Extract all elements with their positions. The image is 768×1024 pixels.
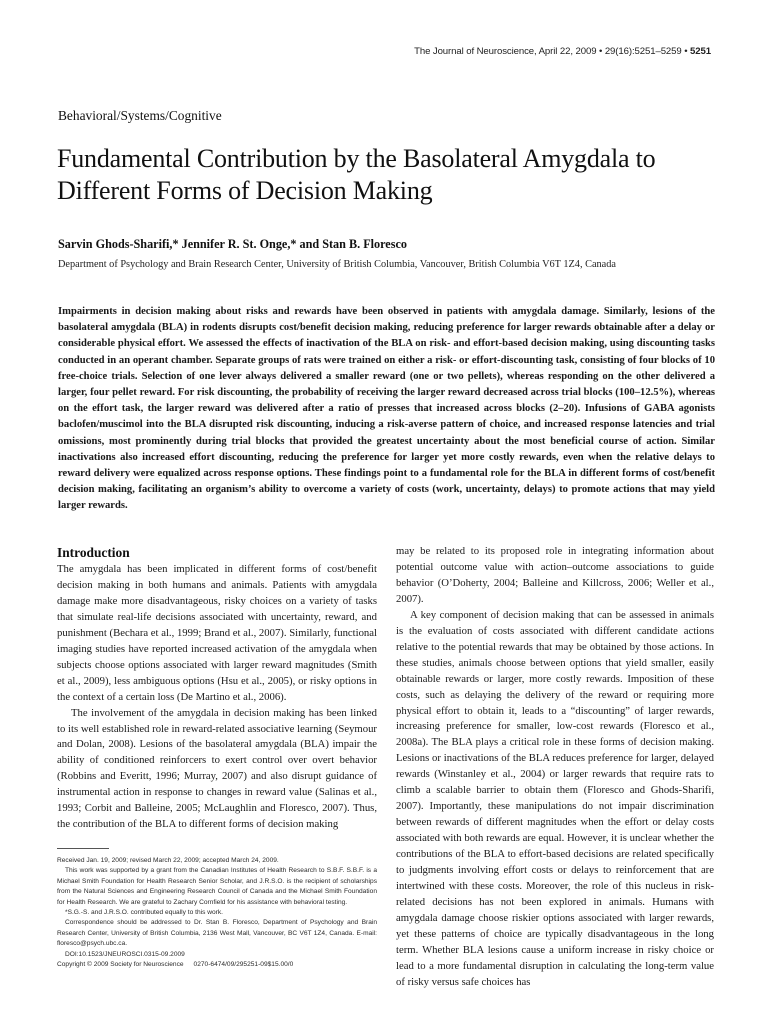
equal-contribution-note: *S.G.-S. and J.R.S.O. contributed equally to this work. [65,909,223,917]
intro-paragraph: may be related to its proposed role in integrating information about potential outcome value with action–outcome associations to guide behavior (O’Doherty, 2004; Balleine and Killcross, 2006; Weller et al., 2007). [396,545,714,605]
correspondence-note: Correspondence should be addressed to Dr. Stan B. Floresco, Department of Psychology and Brain Research Center, University of British Columbia, 2136 West Mall, Vancouver, BC V6T 1Z4, Canada. E-mail: floresco@psych.ubc.ca. [57,919,377,948]
footnote-divider [57,848,109,849]
issn-code: 0270-6474/09/295251-09$15.00/0 [193,961,294,969]
right-column [396,544,714,991]
abstract: Impairments in decision making about risks and rewards have been observed in patients with amygdala damage. Similarly, lesions of the basolateral amygdala (BLA) in rodents disrupts cost/benefit decision making, reducing preference for larger rewards obtainable after a delay or considerable physical effort. We assessed the effects of inactivation of the BLA on risk- and effort-based decision making, using discounting tasks conducted in an operant chamber. Separate groups of rats were trained on either a risk- or effort-discounting task, consisting of four blocks of 10 free-choice trials. Selection of one lever always delivered a smaller reward (one or two pellets), whereas responding on the other delivered a larger, four pellet reward. For risk discounting, the probability of receiving the larger reward decreased across trial blocks (100–12.5%), whereas on the effort task, the larger reward was delivered after a ratio of presses that increased across blocks (2–20). Infusions of GABA agonists baclofen/muscimol into the BLA disrupted risk discounting, inducing a risk-averse pattern of choice, and increased response latencies and trial omissions, most prominently during trial blocks that provided the greatest uncertainty about the most beneficial course of action. Similar inactivations also increased effort discounting, reducing the preference for larger yet more costly rewards, even when the relative delays to reward delivery were equalized across response options. These findings point to a fundamental role for the BLA in different forms of cost/benefit decision making, facilitating an organism’s ability to overcome a variety of costs (work, uncertainty, delays) to promote actions that may yield larger rewards. [58,306,715,512]
doi: DOI:10.1523/JNEUROSCI.0315-09.2009 [65,950,185,958]
introduction-heading: Introduction [57,545,130,560]
section-label: Behavioral/Systems/Cognitive [58,108,222,123]
author-list: Sarvin Ghods-Sharifi,* Jennifer R. St. Onge,* and Stan B. Floresco [58,237,407,251]
left-column [57,544,377,833]
page-number: 5251 [690,46,711,57]
running-head [414,46,711,57]
intro-paragraph: The involvement of the amygdala in decision making has been linked to its well established role in reward-related associative learning (Seymour and Dolan, 2008). Lesions of the basolateral amygdala (BLA) impair the ability of conditioned reinforcers to exert control over overt behavior (Robbins and Everitt, 1996; Murray, 2007) and also disrupt guidance of instrumental action in response to changes in reward value (Salinas et al., 1993; Corbit and Balleine, 2005; McLaughlin and Floresco, 2007). Thus, the contribution of the BLA to different forms of decision making [57,706,377,831]
intro-paragraph: The amygdala has been implicated in different forms of cost/benefit decision making in both humans and animals. Patients with amygdala damage make more disadvantageous, risky choices on a variety of tasks that simulate real-life decisions associated with uncertainty, reward, and punishment (Bechara et al., 1999; Brand et al., 2007). Similarly, functional imaging studies have reported increased activation of the amygdala when subjects choose options associated with larger reward magnitudes (Smith et al., 2009), less ambiguous options (Hsu et al., 2005), or risky options in the context of a certain loss (De Martino et al., 2006). [57,563,377,703]
funding-note: This work was supported by a grant from the Canadian Institutes of Health Research to S.B.F. S.B.F. is a Michael Smith Foundation for Health Research Senior Scholar, and J.R.S.O. is the recipient of scholarships from the Natural Sciences and Engineering Research Council of Canada and the Michael Smith Foundation for Health Research. We are grateful to Zachary Cornfield for his assistance with behavioral testing. [57,867,377,906]
author-affiliation: Department of Psychology and Brain Research Center, University of British Columbia, Vancouver, British Columbia V6T 1Z4, Canada [58,259,616,270]
article-title: Fundamental Contribution by the Basolateral Amygdala to Different Forms of Decision Making [57,144,656,205]
journal-citation: The Journal of Neuroscience, April 22, 2009 • 29(16):5251–5259 • [414,46,688,57]
copyright-notice: Copyright © 2009 Society for Neuroscience [57,961,184,969]
received-dates: Received Jan. 19, 2009; revised March 22, 2009; accepted March 24, 2009. [57,857,279,864]
intro-paragraph: A key component of decision making that can be assessed in animals is the evaluation of costs associated with different candidate actions relative to the potential rewards that may be obtained by those actions. In these studies, animals choose between options that yield smaller, easily obtainable rewards or larger, more costly rewards. Imposition of these costs, such as delaying the delivery of the reward or requiring more physical effort to obtain it, leads to a “discounting” of larger rewards, increasing preference for smaller, low-cost rewards (Floresco et al., 2008a). The BLA plays a critical role in these forms of decision making. Lesions or inactivations of the BLA reduces preference for larger, delayed rewards (Winstanley et al., 2004) or larger rewards that require rats to climb a scalable barrier to obtain them (Floresco and Ghods-Sharifi, 2007). Importantly, these manipulations do not impair discrimination between rewards of different magnitudes when the effort or delay costs associated with both rewards are equal. However, it is unclear whether the contributions of the BLA to effort-based decisions are related specifically to judgments involving effort costs or delays to reinforcement that are intertwined with these costs. Moreover, the role of this nucleus in risk-related decisions has not been explored in animals. Humans with amygdala damage choose riskier options associated with larger rewards, yet these patterns of choice are typically disadvantageous in the long term. Whether BLA lesions cause a uniform increase in risky choice or lead to a more fundamental disruption in calculating the long-term value of risky versus safe choices has [396,608,714,988]
footnotes [57,856,377,970]
copyright-line [57,960,377,970]
